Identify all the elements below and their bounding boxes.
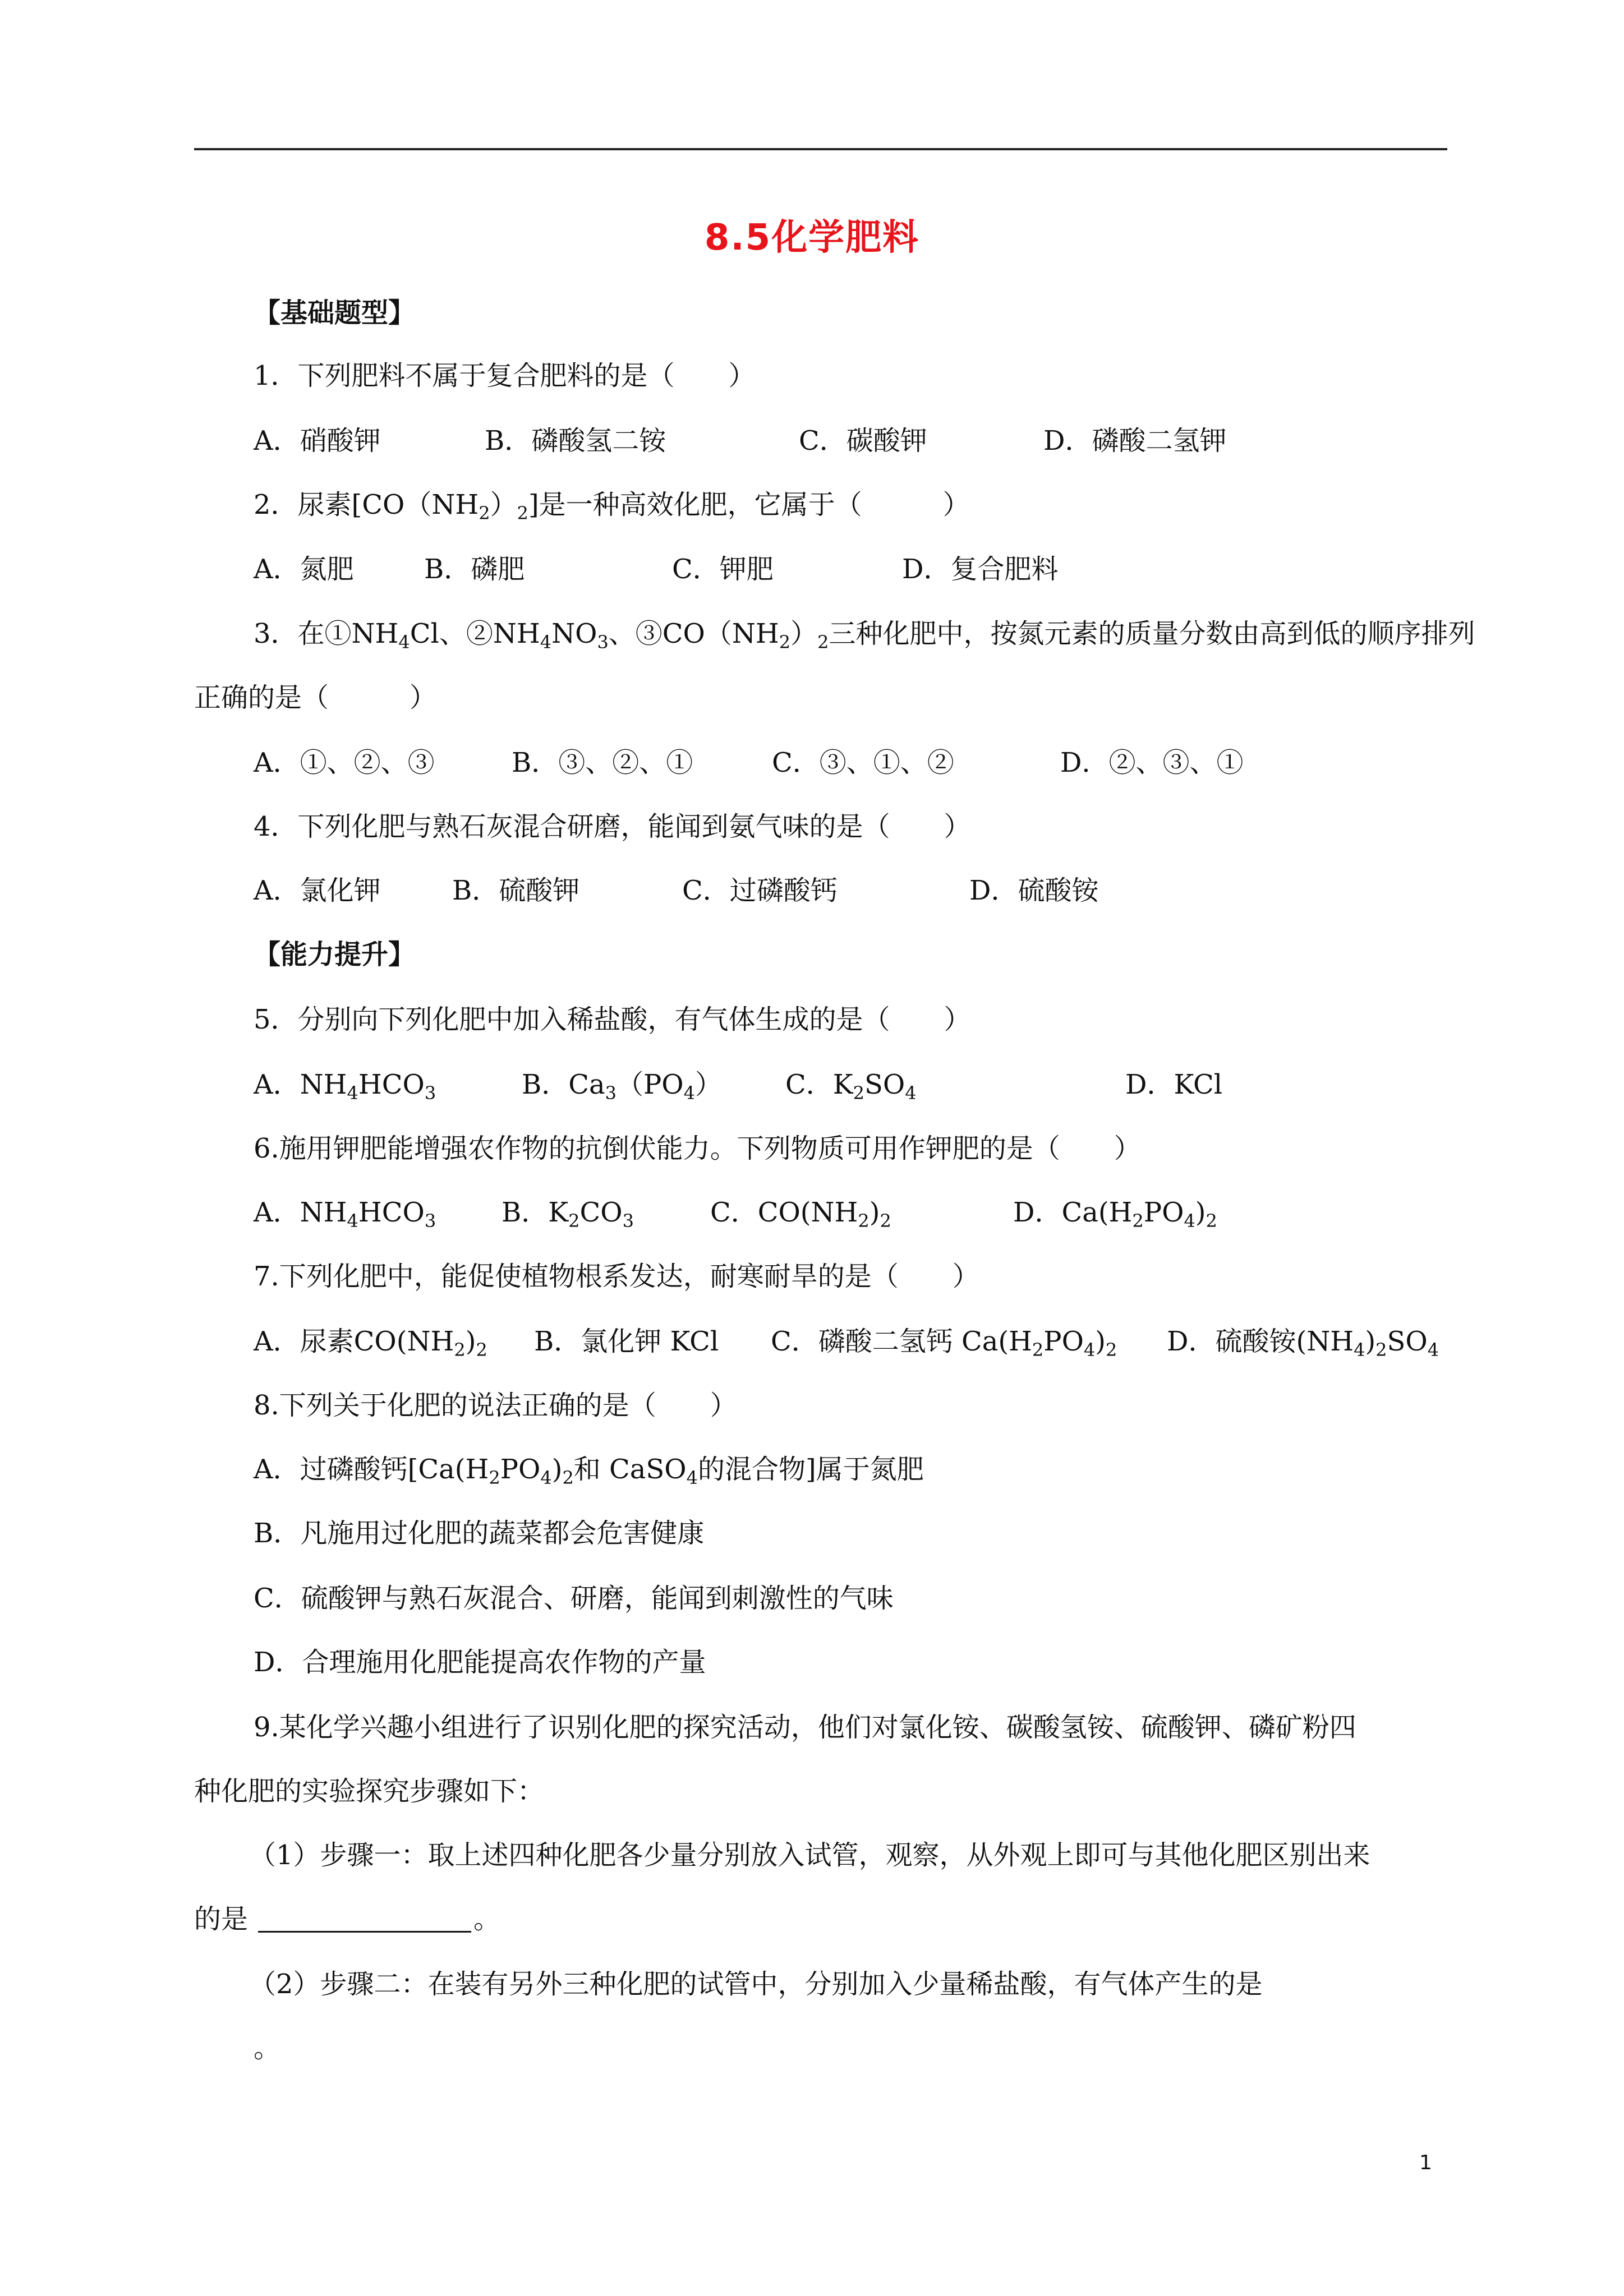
q7-option-b: B．氯化钾 KCl <box>534 1326 719 1357</box>
q3-option-a: A．①、②、③ <box>254 747 435 778</box>
q2-option-a: A．氮肥 <box>254 554 354 585</box>
question-9-stem-line-2: 种化肥的实验探究步骤如下： <box>194 1776 545 1807</box>
q3-option-b: B．③、②、① <box>512 747 693 778</box>
q3-option-c: C．③、①、② <box>772 747 954 778</box>
q2-option-d: D．复合肥料 <box>902 554 1059 585</box>
q7-option-c: C．磷酸二氢钙 $Ca(H_2PO_4)_2$ <box>771 1326 1117 1361</box>
q7-option-a: A．尿素$CO(NH_2)_2$ <box>254 1326 487 1361</box>
question-1-options <box>254 424 1227 458</box>
q3-option-d: D．②、③、① <box>1060 747 1244 778</box>
q5-option-a: A．$NH_4HCO_3$ <box>254 1069 436 1104</box>
q5-option-b: B．$Ca_3(PO_4)$ <box>522 1069 723 1104</box>
q4-option-c: C．过磷酸钙 <box>682 875 838 906</box>
question-6-stem: 6.施用钾肥能增强农作物的抗倒伏能力。下列物质可用作钾肥的是（ ） <box>254 1133 1141 1164</box>
question-3-options <box>254 746 1244 780</box>
question-8-stem: 8.下列关于化肥的说法正确的是（ ） <box>254 1390 737 1421</box>
q9-step-1: （1）步骤一：取上述四种化肥各少量分别放入试管，观察，从外观上即可与其他化肥区别出来 <box>249 1839 1370 1871</box>
q6-option-c: C．$CO(NH_2)_2$ <box>710 1197 891 1232</box>
question-3-stem: 3．在$①NH_4Cl$、$②NH_4NO_3$、$③CO(NH_2)_2$三种化肥中，按氮元素的质量分数由高到低的顺序排列 <box>254 618 1475 653</box>
section-heading-advanced: 【能力提升】 <box>254 939 416 970</box>
question-5-stem: 5．分别向下列化肥中加入稀盐酸，有气体生成的是（ ） <box>254 1004 971 1035</box>
question-2-options <box>254 552 1059 586</box>
q9-step-2-answer-end: 。 <box>254 2032 281 2064</box>
q7-option-d: D．硫酸铵$(NH_4)_2SO_4$ <box>1167 1326 1439 1361</box>
question-7-stem: 7.下列化肥中，能促使植物根系发达，耐寒耐旱的是（ ） <box>254 1261 979 1292</box>
question-3-stem-line-2: 正确的是（ ） <box>194 682 437 713</box>
q1-option-a: A．硝酸钾 <box>254 425 381 457</box>
section-heading-basic: 【基础题型】 <box>254 297 416 329</box>
question-7-options <box>254 1325 1439 1361</box>
q2-option-c: C．钾肥 <box>672 554 774 585</box>
q9-step-1-answer-line: 的是 。 <box>194 1903 501 1935</box>
q9-step-2: （2）步骤二：在装有另外三种化肥的试管中，分别加入少量稀盐酸，有气体产生的是 <box>249 1968 1263 2000</box>
question-6-options <box>254 1196 1217 1232</box>
q4-option-d: D．硫酸铵 <box>969 875 1099 906</box>
q6-option-a: A．$NH_4HCO_3$ <box>254 1197 436 1232</box>
question-4-options <box>254 874 1099 907</box>
q5-option-d: D．KCl <box>1125 1069 1223 1100</box>
q1-option-d: D．磷酸二氢钾 <box>1043 425 1227 457</box>
q4-option-a: A．氯化钾 <box>254 875 381 906</box>
q8-option-c: C．硫酸钾与熟石灰混合、研磨，能闻到刺激性的气味 <box>254 1583 894 1614</box>
page-number: 1 <box>1419 2151 1432 2174</box>
question-5-options <box>254 1068 1223 1104</box>
q8-option-d: D．合理施用化肥能提高农作物的产量 <box>254 1647 706 1678</box>
question-2-stem: 2．尿素$[CO(NH_2)_2]$是一种高效化肥，它属于（ ） <box>254 489 970 524</box>
header-rule <box>194 148 1447 150</box>
question-9-stem: 9.某化学兴趣小组进行了识别化肥的探究活动，他们对氯化铵、碳酸氢铵、硫酸钾、磷矿粉四 <box>254 1712 1356 1743</box>
page-title: 8.5化学肥料 <box>704 217 920 259</box>
q5-option-c: C．$K_2SO_4$ <box>785 1069 917 1104</box>
q1-option-c: C．碳酸钾 <box>799 425 927 457</box>
q6-option-d: D．$Ca(H_2PO_4)_2$ <box>1013 1197 1217 1232</box>
q6-option-b: B．$K_2CO_3$ <box>502 1197 634 1232</box>
q4-option-b: B．硫酸钾 <box>452 875 580 906</box>
question-1-stem: 1．下列肥料不属于复合肥料的是（ ） <box>254 360 756 391</box>
q8-option-b: B．凡施用过化肥的蔬菜都会危害健康 <box>254 1518 705 1549</box>
q8-option-a: A．过磷酸钙[$Ca(H_2PO_4)_2$和 CaSO$_4$的混合物]属于氮肥 <box>254 1454 924 1488</box>
answer-blank[interactable] <box>258 1906 471 1933</box>
q2-option-b: B．磷肥 <box>424 554 525 585</box>
q1-option-b: B．磷酸氢二铵 <box>485 425 666 457</box>
question-4-stem: 4．下列化肥与熟石灰混合研磨，能闻到氨气味的是（ ） <box>254 811 971 842</box>
